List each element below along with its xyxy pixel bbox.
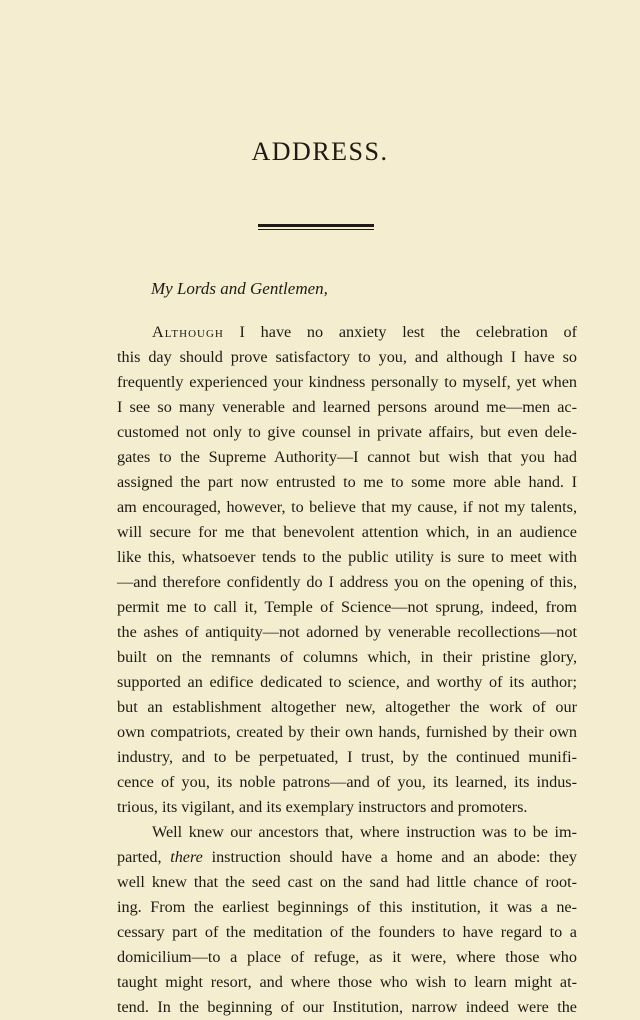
title-rule-thin	[258, 229, 374, 230]
text-line: cessary part of the meditation of the founders to have regard to a	[117, 923, 577, 941]
text-line: assigned the part now entrusted to me to some more able hand. I	[117, 473, 577, 491]
text-line: taught might resort, and where those who wish to learn might at-	[117, 973, 577, 991]
text-line: permit me to call it, Temple of Science—not sprung, indeed, from	[117, 598, 577, 616]
text-line	[117, 320, 577, 345]
page-title: ADDRESS.	[251, 137, 389, 166]
text-line: industry, and to be perpetuated, I trust, by the continued munifi-	[117, 748, 577, 766]
text-line: frequently experienced your kindness personally to myself, yet when	[117, 373, 577, 391]
text-line	[117, 845, 577, 870]
body-text	[117, 320, 577, 1020]
title-rule	[258, 224, 374, 227]
text-line: customed not only to give counsel in private affairs, but even dele-	[117, 423, 577, 441]
text-fragment: parted,	[117, 848, 171, 866]
text-line: but an establishment altogether new, altogether the work of our	[117, 698, 577, 716]
text-line: will secure for me that benevolent attention which, in an audience	[117, 523, 577, 541]
text-line: —and therefore confidently do I address you on the opening of this,	[117, 573, 577, 591]
text-line: this day should prove satisfactory to you, and although I have so	[117, 348, 577, 366]
text-line: I see so many venerable and learned persons around me—men ac-	[117, 398, 577, 416]
text-line-rest: I have no anxiety lest the celebration of	[223, 323, 577, 341]
salutation: My Lords and Gentlemen,	[151, 279, 328, 298]
text-line: the ashes of antiquity—not adorned by venerable recollections—not	[117, 623, 577, 641]
text-line: cence of you, its noble patrons—and of you, its learned, its indus-	[117, 773, 577, 791]
drop-word: Although	[152, 323, 224, 341]
text-line: gates to the Supreme Authority—I cannot but wish that you had	[117, 448, 577, 466]
text-line: own compatriots, created by their own hands, furnished by their own	[117, 723, 577, 741]
emphasis-word: there	[170, 848, 203, 866]
text-line: tend. In the beginning of our Institution, narrow indeed were the	[117, 998, 577, 1016]
text-line: domicilium—to a place of refuge, as it were, where those who	[117, 948, 577, 966]
text-line: Well knew our ancestors that, where instruction was to be im-	[152, 823, 577, 841]
text-line: trious, its vigilant, and its exemplary instructors and promoters.	[117, 798, 528, 816]
text-line: supported an edifice dedicated to science, and worthy of its author;	[117, 673, 577, 691]
text-fragment: instruction should have a home and an abode: they	[202, 848, 577, 866]
text-line: built on the remnants of columns which, in their pristine glory,	[117, 648, 577, 666]
text-line: like this, whatsoever tends to the public utility is sure to meet with	[117, 548, 577, 566]
text-line: ing. From the earliest beginnings of this institution, it was a ne-	[117, 898, 577, 916]
text-line: well knew that the seed cast on the sand had little chance of root-	[117, 873, 577, 891]
text-line: am encouraged, however, to believe that my cause, if not my talents,	[117, 498, 577, 516]
